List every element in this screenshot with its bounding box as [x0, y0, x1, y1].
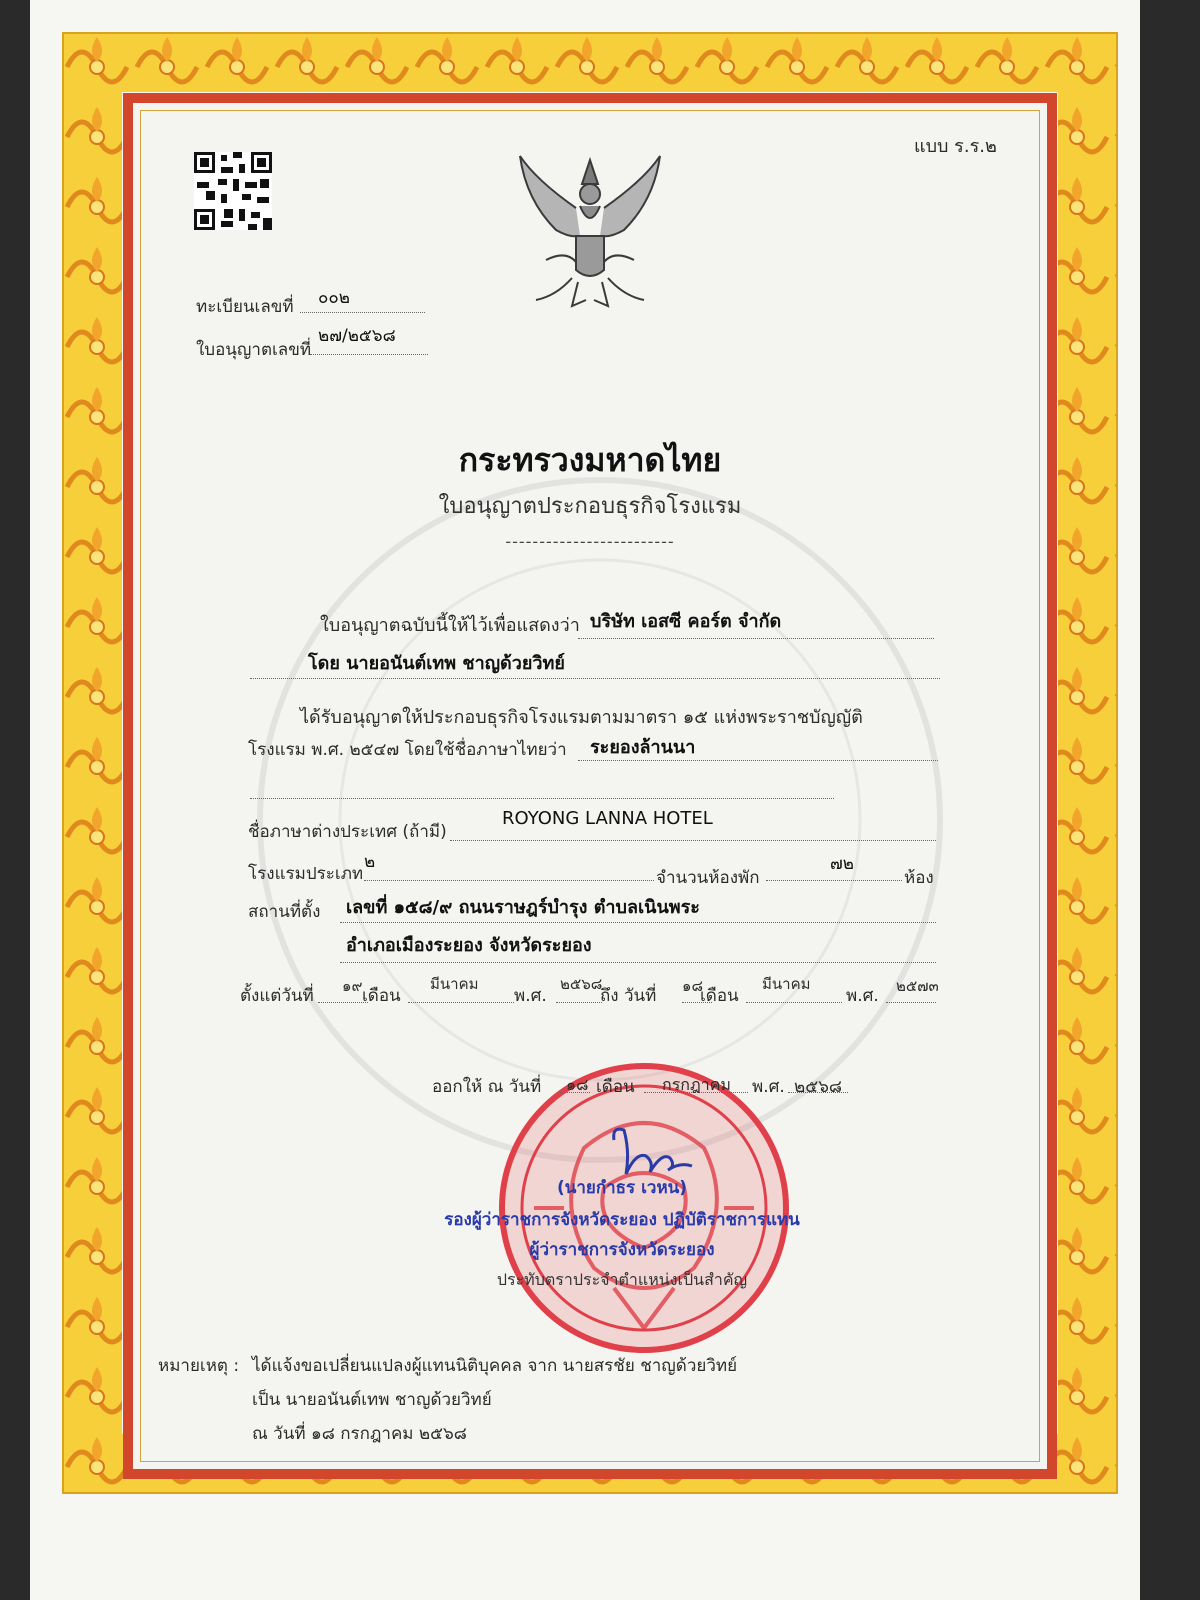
license-no-value: ๒๗/๒๕๖๘	[318, 326, 396, 346]
company-name: บริษัท เอสซี คอร์ต จำกัด	[590, 611, 782, 632]
representative-name: โดย นายอนันต์เทพ ชาญด้วยวิทย์	[308, 653, 565, 674]
license-no-label: ใบอนุญาตเลขที่	[196, 340, 312, 360]
to-month-dots	[746, 1002, 842, 1003]
registration-label: ทะเบียนเลขที่	[196, 297, 294, 317]
to-day: ๑๘	[682, 977, 704, 995]
issued-month: กรกฎาคม	[662, 1075, 731, 1094]
to-year-dots	[886, 1002, 936, 1003]
from-year: ๒๕๖๘	[560, 975, 603, 993]
holder-label: ใบอนุญาตฉบับนี้ให้ไว้เพื่อแสดงว่า	[320, 615, 580, 636]
issued-year: ๒๕๖๘	[794, 1077, 842, 1097]
location-line2: อำเภอเมืองระยอง จังหวัดระยอง	[346, 935, 592, 956]
from-month-dots	[408, 1002, 514, 1003]
issued-day: ๑๘	[566, 1075, 589, 1094]
registration-value: ๐๐๒	[318, 288, 350, 308]
ministry-title: กระทรวงมหาดไทย	[458, 441, 722, 479]
grant-line2-label: โรงแรม พ.ศ. ๒๕๔๗ โดยใช้ชื่อภาษาไทยว่า	[248, 740, 567, 760]
from-month: มีนาคม	[430, 975, 479, 993]
foreign-name-label: ชื่อภาษาต่างประเทศ (ถ้ามี)	[248, 822, 447, 842]
thai-hotel-name: ระยองล้านนา	[590, 737, 696, 758]
location-line2-dots	[340, 962, 936, 963]
issued-year-label: พ.ศ.	[752, 1077, 785, 1097]
issued-month-label: เดือน	[596, 1077, 635, 1097]
from-month-label: เดือน	[362, 986, 401, 1006]
license-no-dots	[310, 354, 428, 355]
location-line1-dots	[340, 922, 936, 923]
rooms-dots	[766, 880, 902, 881]
handwritten-signature	[606, 1122, 702, 1182]
hotel-type-value: ๒	[364, 852, 376, 872]
qr-code-icon	[194, 152, 272, 230]
representative-dots	[250, 678, 940, 679]
hotel-type-dots	[364, 880, 654, 881]
location-line1: เลขที่ ๑๕๘/๙ ถนนราษฎร์บำรุง ตำบลเนินพระ	[346, 897, 700, 918]
signatory-name: (นายกำธร เวหน)	[556, 1178, 688, 1198]
remark-line1: ได้แจ้งขอเปลี่ยนแปลงผู้แทนนิติบุคคล จาก นายสรชัย ชาญด้วยวิทย์	[252, 1356, 738, 1376]
from-year-dots	[556, 1002, 602, 1003]
holder-dots	[578, 638, 934, 639]
rooms-unit: ห้อง	[904, 868, 934, 888]
foreign-name-dots	[450, 840, 936, 841]
signatory-title-1: รองผู้ว่าราชการจังหวัดระยอง ปฏิบัติราชการแทน	[444, 1210, 800, 1230]
foreign-hotel-name: ROYONG LANNA HOTEL	[502, 808, 713, 829]
rooms-label: จำนวนห้องพัก	[656, 868, 760, 888]
to-year-label: พ.ศ.	[846, 986, 879, 1006]
remark-line2: เป็น นายอนันต์เทพ ชาญด้วยวิทย์	[252, 1390, 492, 1410]
form-code: แบบ ร.ร.๒	[914, 136, 997, 157]
remark-label: หมายเหตุ :	[158, 1356, 240, 1376]
hotel-type-label: โรงแรมประเภท	[248, 864, 364, 884]
garuda-emblem-icon	[516, 150, 664, 310]
document-title: ใบอนุญาตประกอบธุรกิจโรงแรม	[438, 494, 742, 519]
validity-to-label: ถึง วันที่	[600, 986, 657, 1006]
validity-from-label: ตั้งแต่วันที่	[240, 986, 314, 1006]
rooms-value: ๗๒	[830, 854, 854, 874]
from-day-dots	[318, 1002, 368, 1003]
blank-line-dots	[250, 798, 834, 799]
seal-note: ประทับตราประจำตำแหน่งเป็นสำคัญ	[496, 1270, 748, 1289]
to-month-label: เดือน	[700, 986, 739, 1006]
to-month: มีนาคม	[762, 975, 811, 993]
from-year-label: พ.ศ.	[514, 986, 547, 1006]
signatory-title-2: ผู้ว่าราชการจังหวัดระยอง	[529, 1240, 715, 1260]
location-label: สถานที่ตั้ง	[248, 902, 321, 922]
title-divider: -------------------------	[505, 532, 675, 551]
to-year: ๒๕๗๓	[896, 977, 939, 995]
remark-line3: ณ วันที่ ๑๘ กรกฎาคม ๒๕๖๘	[252, 1424, 467, 1444]
registration-dots	[300, 312, 425, 313]
from-day: ๑๙	[342, 977, 363, 995]
issued-label: ออกให้ ณ วันที่	[432, 1077, 542, 1097]
grant-line1: ได้รับอนุญาตให้ประกอบธุรกิจโรงแรมตามมาตรา ๑๕ แห่งพระราชบัญญัติ	[300, 707, 863, 728]
